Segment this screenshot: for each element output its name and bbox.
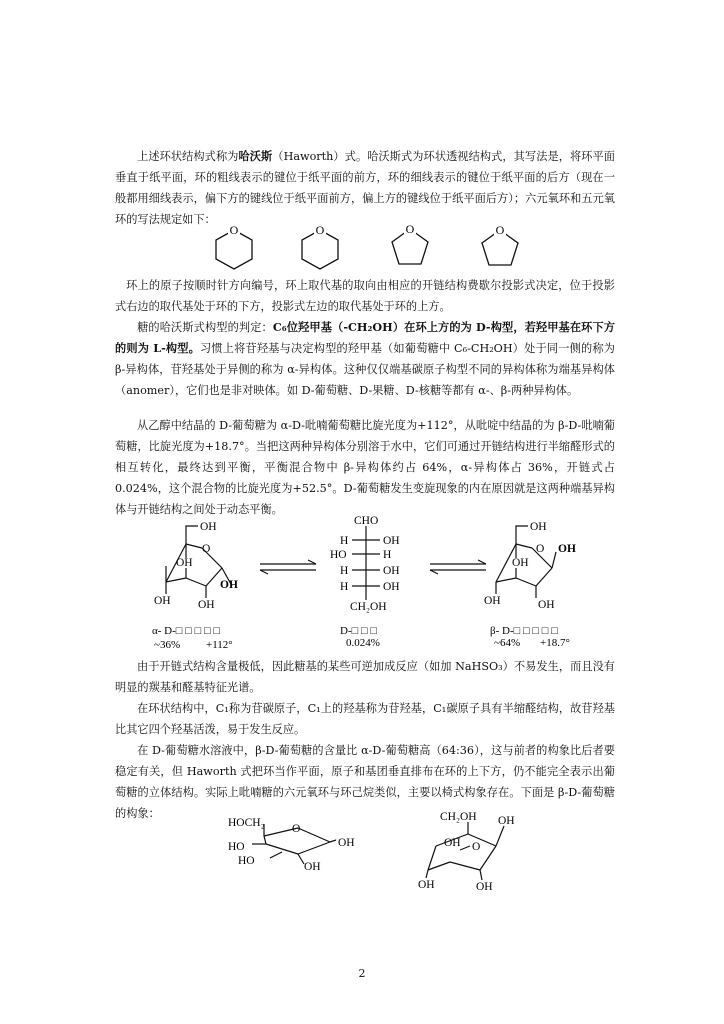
beta-ch2oh-oh: OH [530, 521, 547, 533]
ring-o-label: O [495, 223, 505, 237]
fischer-h-3: H [383, 549, 392, 561]
fischer-h-5: H [340, 581, 349, 593]
p2-text: 环上的原子按顺时针方向编号，环上取代基的取向由相应的开链结构费歇尔投影式决定，位于投影式右边的取代基处于环的下方，投影式左边的取代基处于环的上方。 [115, 279, 615, 313]
beta-rotation: +18.7° [540, 637, 570, 649]
alpha-oh-2: OH [198, 599, 215, 611]
alpha-oh-3: OH [154, 595, 171, 607]
paragraph-open-chain [115, 656, 615, 698]
fischer-oh-5: OH [383, 581, 400, 593]
envelope-oh-mid: OH [444, 837, 461, 849]
envelope-oh-bottom-right: OH [476, 881, 493, 892]
p1-text-c: （Haworth）式。哈沃斯式为环状透视结构式，其写法是，将环平面垂直于纸平面，环的粗线表示的键位于纸平面的前方，环的细线表示的键位于纸平面的后方（现在一般都用细线表示，偏下方的键线位于纸平面前方，偏上方的键线位于纸平面后方）；六元氧环和五元氧环的写法规定如下： [115, 150, 615, 226]
p3-text-bold: C₆位羟甲基（-CH₂OH）在环上方的为 D-构型，若羟甲基在环下方的则为 L-构型。 [115, 320, 615, 355]
beta-ring-o: O [536, 543, 545, 555]
p3-text-c: 习惯上将苷羟基与决定构型的羟甲基（如葡萄糖中 C₆-CH₂OH）处于同一侧的称为 β-异构体，苷羟基处于异侧的称为 α-异构体。这种仅仅端基碳原子构型不同的异构体称为端基异构体（anomer），它们也是非对映体。如 D-葡萄糖、D-果糖、D-核糖等都有 α-、β-两种异构体。 [115, 342, 615, 397]
ring-o-label: O [405, 222, 415, 236]
alpha-percent: ~36% [154, 639, 181, 651]
alpha-rotation: +112° [206, 639, 233, 651]
paragraph-haworth-intro [115, 146, 615, 230]
chair-oh-1: OH [338, 837, 355, 849]
alpha-anomeric-oh: OH [220, 579, 238, 591]
beta-oh-2: OH [538, 599, 555, 611]
p5-text: 由于开链式结构含量极低，因此糖基的某些可逆加成反应（如加 NaHSO₃）不易发生，而且没有明显的羰基和醛基特征光谱。 [115, 660, 615, 694]
fischer-h-2: H [340, 535, 349, 547]
fischer-oh-2: OH [383, 535, 400, 547]
envelope-oh-bottom-left: OH [418, 879, 435, 891]
open-chain-label: D-□ □ □ [340, 625, 378, 637]
chair-hoch2: HOCH₂ [228, 817, 265, 829]
envelope-oh-top: OH [498, 815, 515, 827]
p1-text-bold: 哈沃斯 [238, 149, 273, 163]
fischer-cho: CHO [354, 515, 379, 527]
fischer-oh-4: OH [383, 565, 400, 577]
fischer-ch2oh: CH₂OH [350, 601, 387, 613]
open-chain-percent: 0.024% [346, 637, 380, 649]
p7-text: 在 D-葡萄糖水溶液中，β-D-葡萄糖的含量比 α-D-葡萄糖高（64:36），这与前者的构象比后者要稳定有关，但 Haworth 式把环当作平面，原子和基团垂直排布在环的上下方，仍不能完全表示出葡萄糖的立体结构。实际上吡喃糖的六元氧环与环己烷类似，主要以椅式构象存在。下面是 β-D-葡萄糖的构象： [115, 744, 615, 820]
paragraph-mutarotation [115, 415, 615, 520]
page-number: 2 [358, 967, 366, 980]
paragraph-configuration [115, 317, 615, 401]
ring-forms-figure [190, 222, 540, 274]
envelope-ch2oh: CH₂OH [440, 811, 477, 823]
beta-label: β- D-□ □ □ □ □ [490, 625, 558, 637]
fischer-ho-3: HO [330, 549, 347, 561]
beta-anomeric-oh: OH [558, 543, 576, 555]
envelope-ring-o: O [472, 841, 481, 853]
alpha-oh-4: OH [176, 557, 193, 569]
beta-percent: ~64% [494, 637, 521, 649]
alpha-ch2oh-oh: OH [200, 521, 217, 533]
chair-ring-o: O [292, 823, 301, 835]
mutarotation-scheme [140, 512, 600, 654]
fischer-h-4: H [340, 565, 349, 577]
alpha-ring-o: O [202, 543, 211, 555]
p6-text: 在环状结构中，C₁称为苷碳原子，C₁上的羟基称为苷羟基，C₁碳原子具有半缩醛结构，故苷羟基比其它四个羟基活泼，易于发生反应。 [115, 702, 615, 736]
ring-o-label: O [229, 223, 239, 237]
chair-oh-2: OH [304, 861, 321, 873]
p3-text-a: 糖的哈沃斯式构型的判定： [137, 321, 273, 334]
paragraph-anomeric-carbon [115, 698, 615, 740]
p4-text: 从乙醇中结晶的 D-葡萄糖为 α-D-吡喃葡萄糖比旋光度为+112°，从吡啶中结晶的为 β-D-吡喃葡萄糖，比旋光度为+18.7°。当把这两种异构体分别溶于水中，它们可通过开链结构进行半缩醛形式的相互转化，最终达到平衡，平衡混合物中 β-异构体约占 64%，α-异构体占 36%，开链式占 0.024%，这个混合物的比旋光度为+52.5°。D-葡萄糖发生变旋现象的内在原因就是这两种端基异构体与开链结构之间处于动态平衡。 [115, 419, 615, 516]
beta-oh-4: OH [512, 557, 529, 569]
ring-o-label: O [315, 223, 325, 237]
chair-ho-3: HO [238, 855, 255, 867]
beta-oh-3: OH [484, 595, 501, 607]
chair-ho-4: HO [228, 841, 245, 853]
p1-text-a: 上述环状结构式称为 [137, 150, 239, 163]
chair-conformations-figure [210, 810, 550, 892]
paragraph-numbering [115, 275, 615, 317]
alpha-label: α- D-□ □ □ □ □ [152, 625, 221, 637]
